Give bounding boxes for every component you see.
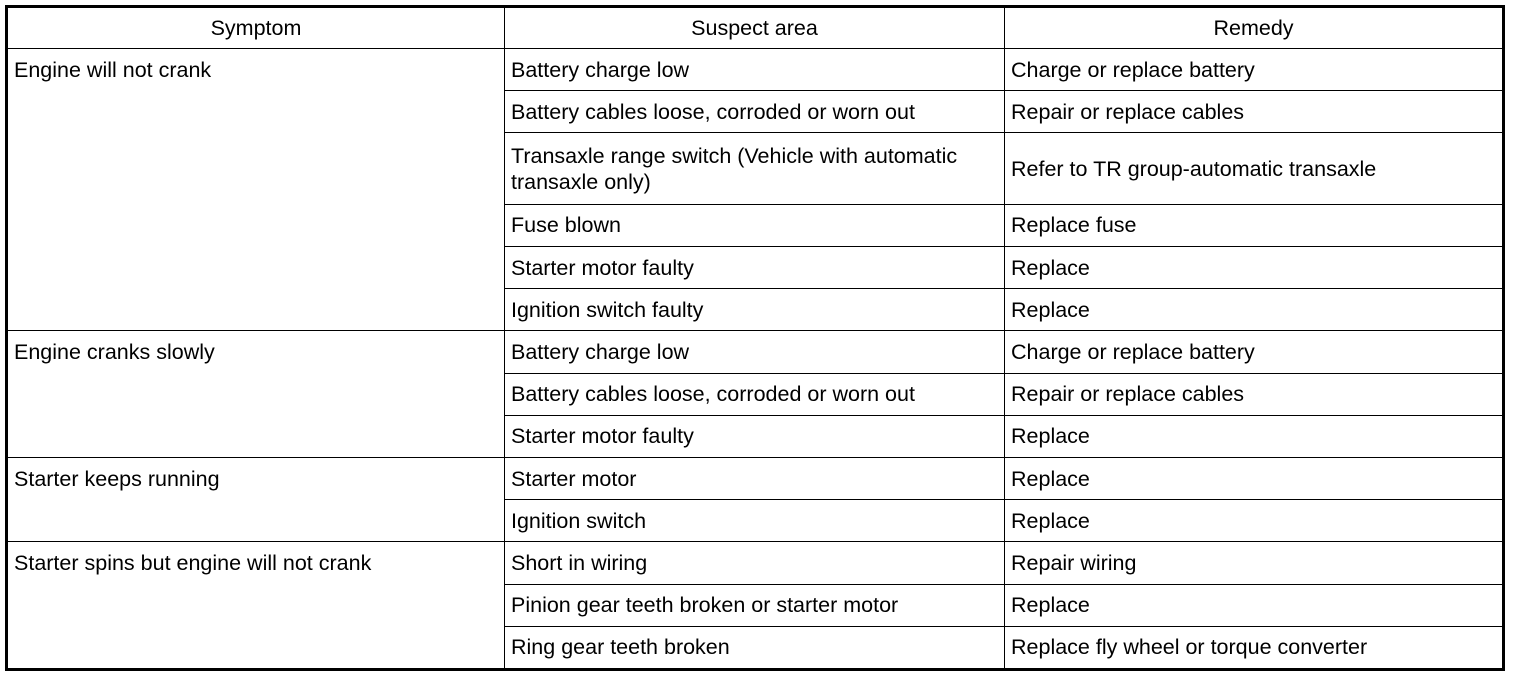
table-row	[8, 542, 1503, 584]
remedy-cell: Repair or replace cables	[1005, 91, 1503, 133]
suspect-area-cell: Pinion gear teeth broken or starter motor	[505, 584, 1005, 626]
remedy-cell: Refer to TR group-automatic transaxle	[1005, 133, 1503, 204]
symptom-cell: Starter keeps running	[8, 457, 505, 541]
suspect-area-cell: Starter motor	[505, 457, 1005, 499]
suspect-area-cell: Battery cables loose, corroded or worn out	[505, 373, 1005, 415]
remedy-cell: Replace	[1005, 289, 1503, 331]
remedy-cell: Replace	[1005, 246, 1503, 288]
suspect-area-cell: Ignition switch faulty	[505, 289, 1005, 331]
symptom-cell: Starter spins but engine will not crank	[8, 542, 505, 669]
header-row	[8, 8, 1503, 49]
symptom-cell: Engine will not crank	[8, 49, 505, 331]
suspect-area-cell: Ring gear teeth broken	[505, 626, 1005, 668]
table-row	[8, 331, 1503, 373]
suspect-area-cell: Battery charge low	[505, 331, 1005, 373]
remedy-cell: Repair wiring	[1005, 542, 1503, 584]
remedy-cell: Replace fly wheel or torque converter	[1005, 626, 1503, 668]
table-row	[8, 457, 1503, 499]
remedy-cell: Charge or replace battery	[1005, 49, 1503, 91]
suspect-area-cell: Starter motor faulty	[505, 415, 1005, 457]
remedy-cell: Replace	[1005, 457, 1503, 499]
table-row	[8, 49, 1503, 91]
suspect-area-cell: Battery charge low	[505, 49, 1005, 91]
header-symptom: Symptom	[8, 8, 505, 49]
remedy-cell: Replace fuse	[1005, 204, 1503, 246]
remedy-cell: Charge or replace battery	[1005, 331, 1503, 373]
suspect-area-cell: Battery cables loose, corroded or worn out	[505, 91, 1005, 133]
suspect-area-cell: Transaxle range switch (Vehicle with automatic transaxle only)	[505, 133, 1005, 204]
suspect-area-cell: Short in wiring	[505, 542, 1005, 584]
remedy-cell: Repair or replace cables	[1005, 373, 1503, 415]
troubleshooting-table-frame	[5, 5, 1505, 671]
remedy-cell: Replace	[1005, 500, 1503, 542]
remedy-cell: Replace	[1005, 415, 1503, 457]
troubleshooting-table	[7, 7, 1503, 669]
suspect-area-cell: Starter motor faulty	[505, 246, 1005, 288]
suspect-area-cell: Fuse blown	[505, 204, 1005, 246]
symptom-cell: Engine cranks slowly	[8, 331, 505, 458]
header-remedy: Remedy	[1005, 8, 1503, 49]
remedy-cell: Replace	[1005, 584, 1503, 626]
header-suspect-area: Suspect area	[505, 8, 1005, 49]
suspect-area-cell: Ignition switch	[505, 500, 1005, 542]
